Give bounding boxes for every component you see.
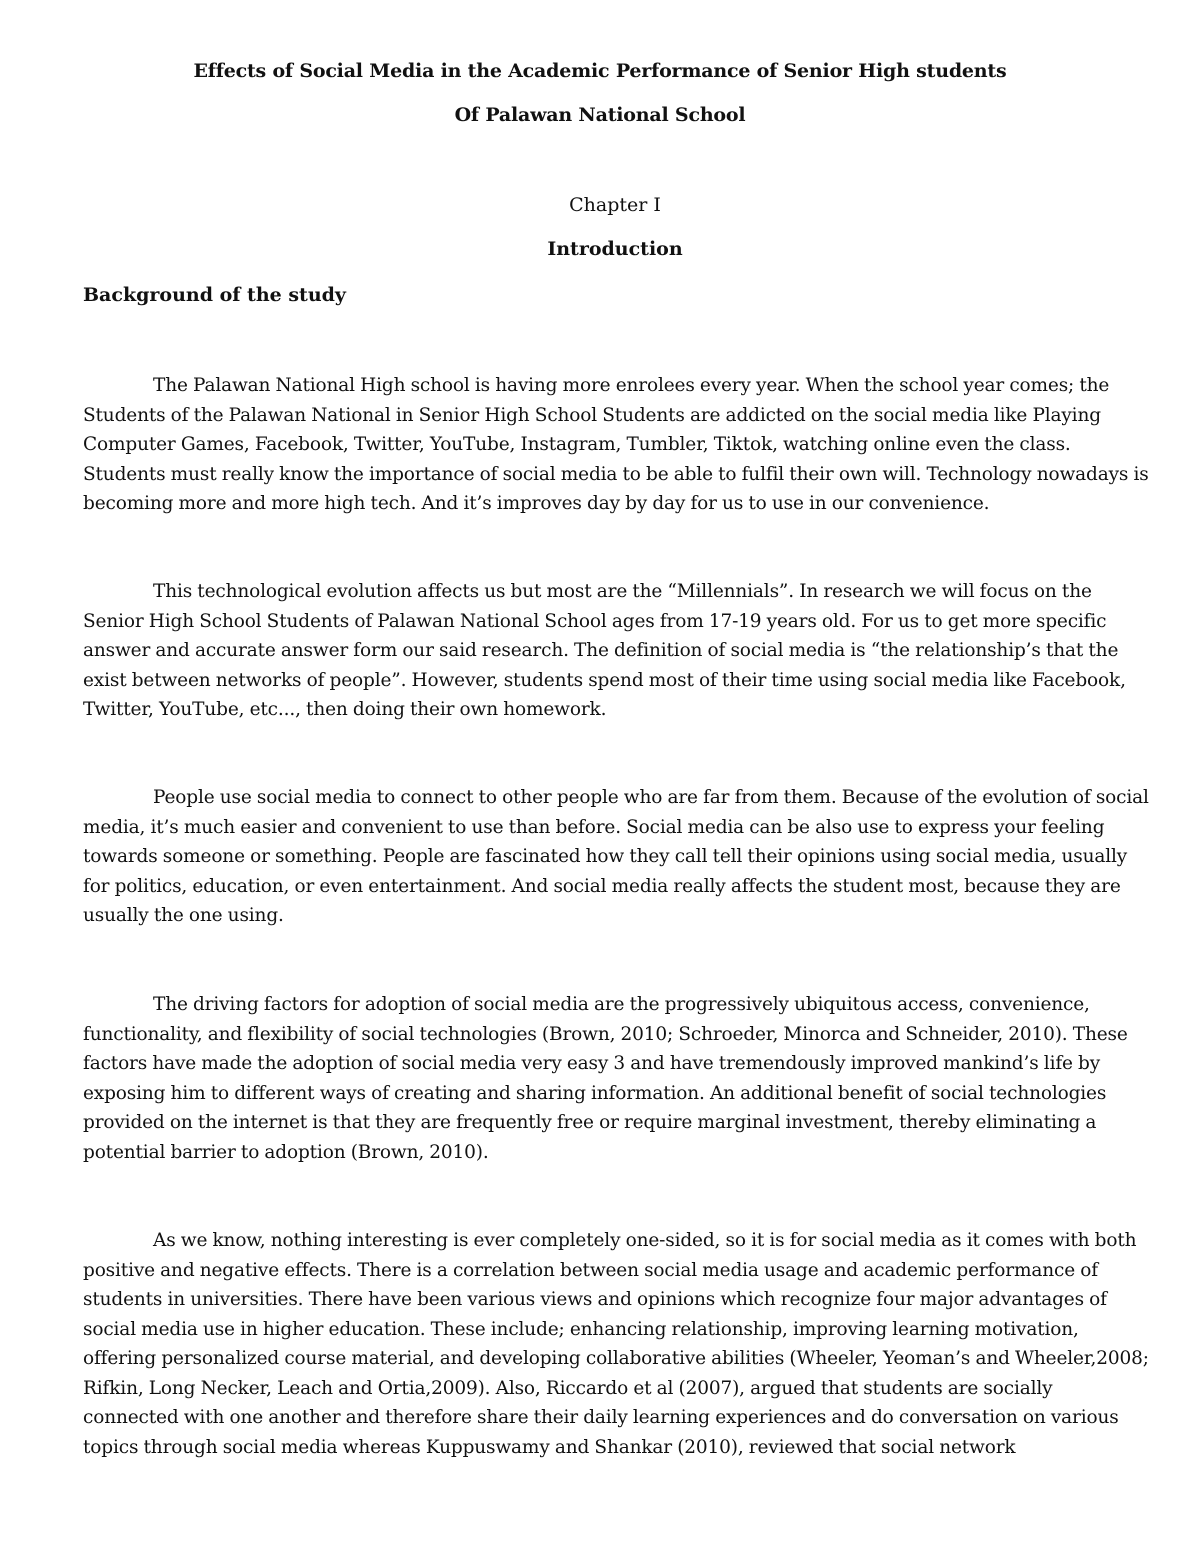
section-heading: Background of the study (83, 284, 346, 306)
chapter-number: Chapter I (569, 194, 661, 216)
paragraph-5: As we know, nothing interesting is ever completely one-sided, so it is for social media as it comes with both positive and negative effects. There is a correlation between social media usage and academic performance of students in universities. There have been various views and opinions which recognize four major advantages of social media use in higher education. These include; enhancing relationship, improving learning motivation, offering personalized course material, and developing collaborative abilities (Wheeler, Yeoman’s and Wheeler,2008; Rifkin, Long Necker, Leach and Ortia,2009). Also, Riccardo et al (2007), argued that students are socially connected with one another and therefore share their daily learning experiences and do conversation on various topics through social media whereas Kuppuswamy and Shankar (2010), reviewed that social network (83, 1230, 1149, 1458)
paragraph-2: This technological evolution affects us but most are the “Millennials”. In research we will focus on the Senior High School Students of Palawan National School ages from 17-19 years old. For us to get more specific answer and accurate answer form our said research. The definition of social media is “the relationship’s that the exist between networks of people”. However, students spend most of their time using social media like Facebook, Twitter, YouTube, etc..., then doing their own homework. (83, 581, 1126, 720)
paragraph-1: The Palawan National High school is having more enrolees every year. When the school year comes; the Students of the Palawan National in Senior High School Students are addicted on the social media like Playing Computer Games, Facebook, Twitter, YouTube, Instagram, Tumbler, Tiktok, watching online even the class. Students must really know the importance of social media to be able to fulfil their own will. Technology nowadays is becoming more and more high tech. And it’s improves day by day for us to use in our convenience. (83, 375, 1149, 514)
paragraph-4: The driving factors for adoption of social media are the progressively ubiquitous access, convenience, functionality, and flexibility of social technologies (Brown, 2010; Schroeder, Minorca and Schneider, 2010). These factors have made the adoption of social media very easy 3 and have tremendously improved mankind’s life by exposing him to different ways of creating and sharing information. An additional benefit of social technologies provided on the internet is that they are frequently free or require marginal investment, thereby eliminating a potential barrier to adoption (Brown, 2010). (83, 994, 1128, 1163)
document-title-line-1: Effects of Social Media in the Academic Performance of Senior High students (193, 60, 1007, 82)
paragraph-3: People use social media to connect to other people who are far from them. Because of the evolution of social media, it’s much easier and convenient to use than before. Social media can be also use to express your feeling towards someone or something. People are fascinated how they call tell their opinions using social media, usually for politics, education, or even entertainment. And social media really affects the student most, because they are usually the one using. (83, 787, 1149, 926)
chapter-title: Introduction (547, 238, 683, 260)
document-title-line-2: Of Palawan National School (454, 104, 746, 126)
